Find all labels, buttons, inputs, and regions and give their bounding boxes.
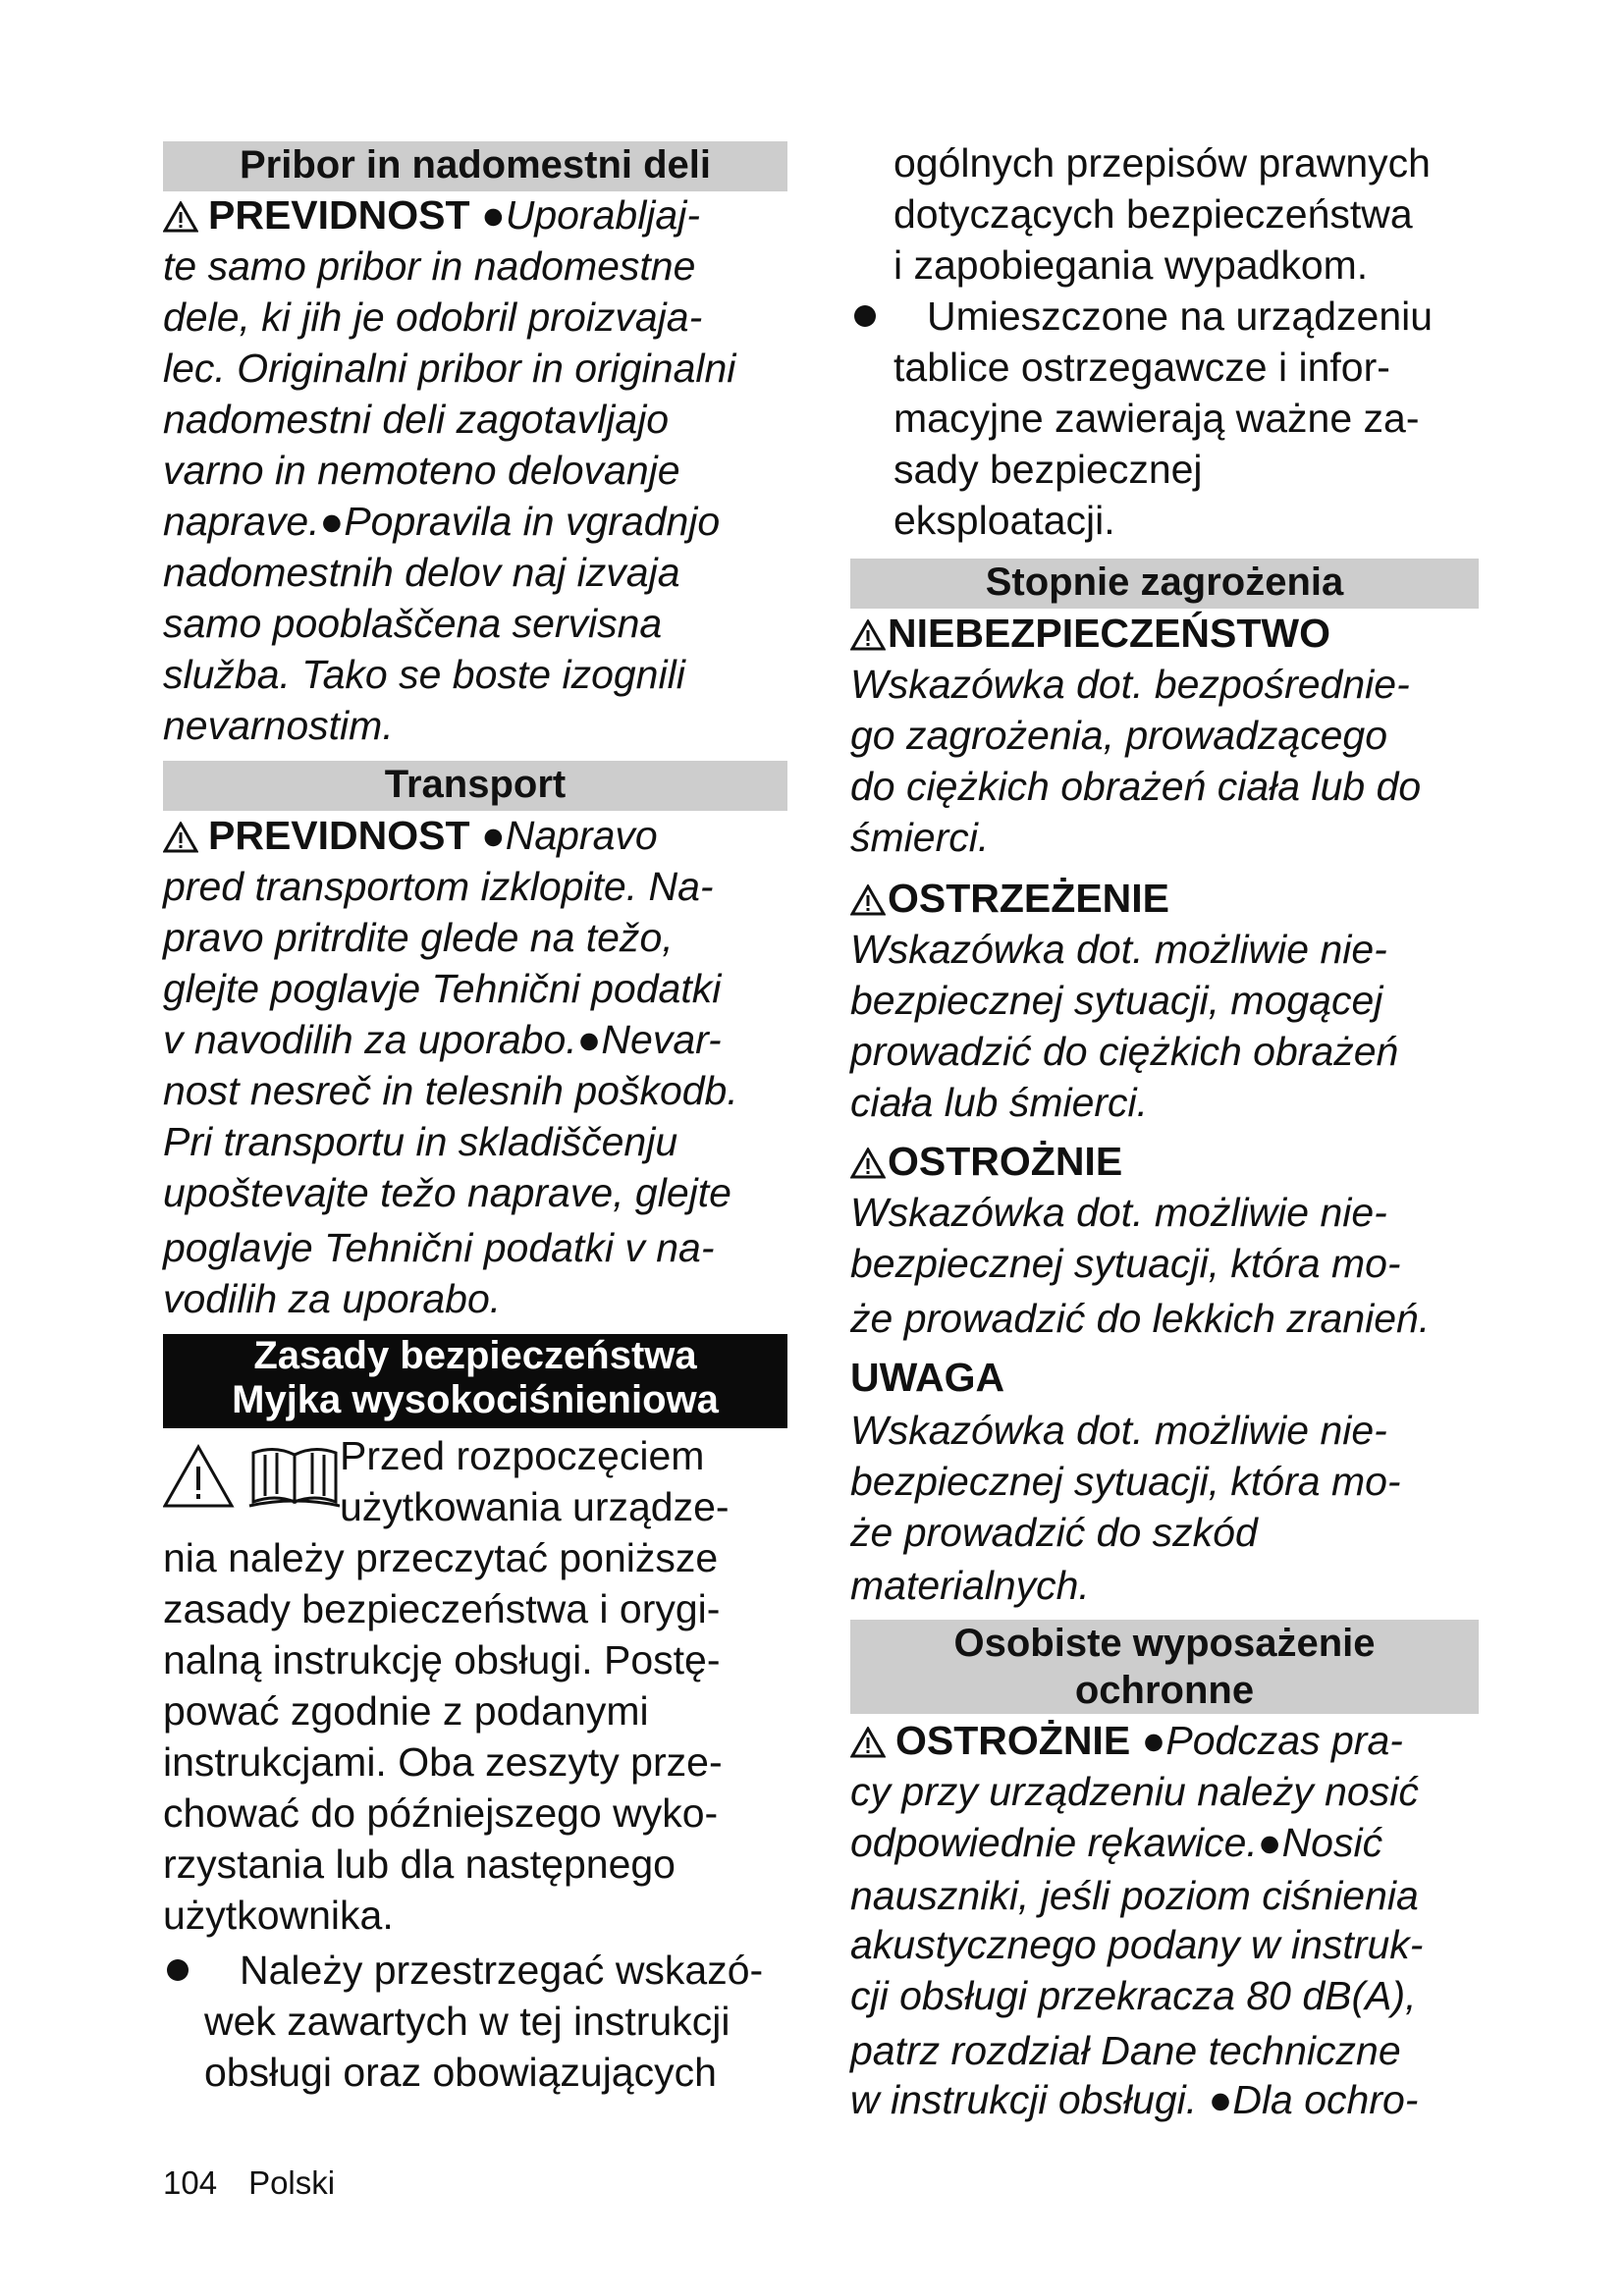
text-line: do ciężkich obrażeń ciała lub do: [850, 764, 1422, 809]
text-line: Przed rozpoczęciem: [340, 1433, 705, 1478]
warning-heading: OSTRZEŻENIE: [850, 873, 1169, 924]
section-heading-safety: [163, 1334, 787, 1428]
text-line: dele, ki jih je odobril proizvaja-: [163, 294, 703, 340]
text-line: Wskazówka dot. możliwie nie-: [850, 927, 1387, 972]
text-line: ciała lub śmierci.: [850, 1080, 1149, 1125]
text-line: bezpiecznej sytuacji, która mo-: [850, 1459, 1401, 1504]
text-line: go zagrożenia, prowadzącego: [850, 713, 1388, 758]
warning-and-manual-icon: [163, 1443, 340, 1512]
text-line: że prowadzić do szkód: [850, 1510, 1258, 1555]
warning-triangle-icon: [850, 1727, 886, 1758]
text-line: nevarnostim.: [163, 703, 394, 748]
text-line: prowadzić do ciężkich obrażeń: [850, 1029, 1399, 1074]
text-line: nadomestnih delov naj izvaja: [163, 550, 680, 595]
text-line: Należy przestrzegać wskazó-: [240, 1948, 764, 1993]
text-line: te samo pribor in nadomestne: [163, 243, 696, 289]
caution-line: OSTROŻNIE ●Podczas pra-: [850, 1715, 1403, 1766]
text-line: upoštevajte težo naprave, glejte: [163, 1170, 731, 1215]
text-line: dotyczących bezpieczeństwa: [893, 191, 1413, 237]
text-line: rzystania lub dla następnego: [163, 1842, 676, 1887]
text-line: vodilih za uporabo.: [163, 1276, 502, 1321]
text-line: akustycznego podany w instruk-: [850, 1922, 1424, 1967]
warning-triangle-icon: [850, 1148, 886, 1179]
warning-triangle-icon: [163, 201, 198, 233]
section-heading-ppe: [850, 1620, 1479, 1714]
text-line: služba. Tako se boste izognili: [163, 652, 685, 697]
caution-heading: OSTROŻNIE: [850, 1136, 1122, 1187]
text-line: ogólnych przepisów prawnych: [893, 140, 1431, 186]
text-line: obsługi oraz obowiązujących: [204, 2050, 717, 2095]
text-line: pować zgodnie z podanymi: [163, 1688, 649, 1734]
text-line: wek zawartych w tej instrukcji: [204, 1999, 731, 2044]
warning-triangle-icon: [850, 619, 886, 651]
heading-line: Myjka wysokociśnieniowa: [232, 1378, 719, 1421]
text-line: samo pooblaščena servisna: [163, 601, 663, 646]
section-heading-transport: Transport: [163, 761, 787, 811]
language-label: Polski: [248, 2164, 336, 2201]
text-line: śmierci.: [850, 815, 990, 860]
caution-line: PREVIDNOST ●Napravo: [163, 810, 658, 861]
danger-heading: NIEBEZPIECZEŃSTWO: [850, 608, 1330, 659]
text-line: użytkowania urządze-: [340, 1484, 730, 1529]
text-line: instrukcjami. Oba zeszyty prze-: [163, 1739, 723, 1785]
heading-line: Osobiste wyposażenie: [953, 1622, 1376, 1665]
text-line: poglavje Tehnični podatki v na-: [163, 1225, 715, 1270]
heading-line: Zasady bezpieczeństwa: [253, 1334, 697, 1377]
text-line: Wskazówka dot. możliwie nie-: [850, 1190, 1387, 1235]
text-line: nia należy przeczytać poniższe: [163, 1535, 719, 1580]
text-line: bezpiecznej sytuacji, mogącej: [850, 978, 1383, 1023]
section-heading-accessories: Pribor in nadomestni deli: [163, 141, 787, 191]
notice-heading: UWAGA: [850, 1355, 1005, 1400]
text-line: zasady bezpieczeństwa i orygi-: [163, 1586, 721, 1631]
bullet-icon: [854, 305, 876, 327]
text-line: pred transportom izklopite. Na-: [163, 864, 714, 909]
text-line: nadomestni deli zagotavljajo: [163, 397, 670, 442]
text-line: lec. Originalni pribor in originalni: [163, 346, 736, 391]
text-line: odpowiednie rękawice.●Nosić: [850, 1820, 1383, 1865]
text-line: nalną instrukcję obsługi. Postę-: [163, 1637, 721, 1682]
bullet-icon: [167, 1959, 189, 1981]
text-line: v navodilih za uporabo.●Nevar-: [163, 1017, 722, 1062]
section-heading-hazard-levels: Stopnie zagrożenia: [850, 559, 1479, 609]
heading-line: ochronne: [1074, 1669, 1255, 1712]
text-line: że prowadzić do lekkich zranień.: [850, 1296, 1431, 1341]
page-number: 104: [163, 2164, 218, 2201]
text-line: naprave.●Popravila in vgradnjo: [163, 499, 721, 544]
text-line: bezpiecznej sytuacji, która mo-: [850, 1241, 1401, 1286]
text-line: i zapobiegania wypadkom.: [893, 242, 1369, 288]
warning-triangle-icon: [850, 884, 886, 916]
text-line: Pri transportu in skladiščenju: [163, 1119, 678, 1164]
warning-triangle-icon: [163, 822, 198, 853]
text-line: nost nesreč in telesnih poškodb.: [163, 1068, 738, 1113]
text-line: Wskazówka dot. bezpośrednie-: [850, 662, 1410, 707]
caution-line: PREVIDNOST ●Uporabljaj-: [163, 189, 700, 240]
text-line: tablice ostrzegawcze i infor-: [893, 345, 1390, 390]
text-line: patrz rozdział Dane techniczne: [850, 2028, 1401, 2073]
text-line: Wskazówka dot. możliwie nie-: [850, 1408, 1387, 1453]
text-line: Umieszczone na urządzeniu: [927, 294, 1434, 339]
text-line: chować do późniejszego wyko-: [163, 1790, 719, 1836]
page-footer: [163, 2163, 366, 2203]
text-line: eksploatacji.: [893, 498, 1115, 543]
text-line: sady bezpiecznej: [893, 447, 1203, 492]
text-line: nauszniki, jeśli poziom ciśnienia: [850, 1873, 1419, 1918]
text-line: varno in nemoteno delovanje: [163, 448, 680, 493]
text-line: w instrukcji obsługi. ●Dla ochro-: [850, 2077, 1419, 2122]
text-line: macyjne zawierają ważne za-: [893, 396, 1420, 441]
text-line: glejte poglavje Tehnični podatki: [163, 966, 722, 1011]
text-line: użytkownika.: [163, 1893, 394, 1938]
text-line: cji obsługi przekracza 80 dB(A),: [850, 1973, 1417, 2018]
text-line: materialnych.: [850, 1563, 1090, 1608]
text-line: pravo pritrdite glede na težo,: [163, 915, 674, 960]
text-line: cy przy urządzeniu należy nosić: [850, 1769, 1419, 1814]
